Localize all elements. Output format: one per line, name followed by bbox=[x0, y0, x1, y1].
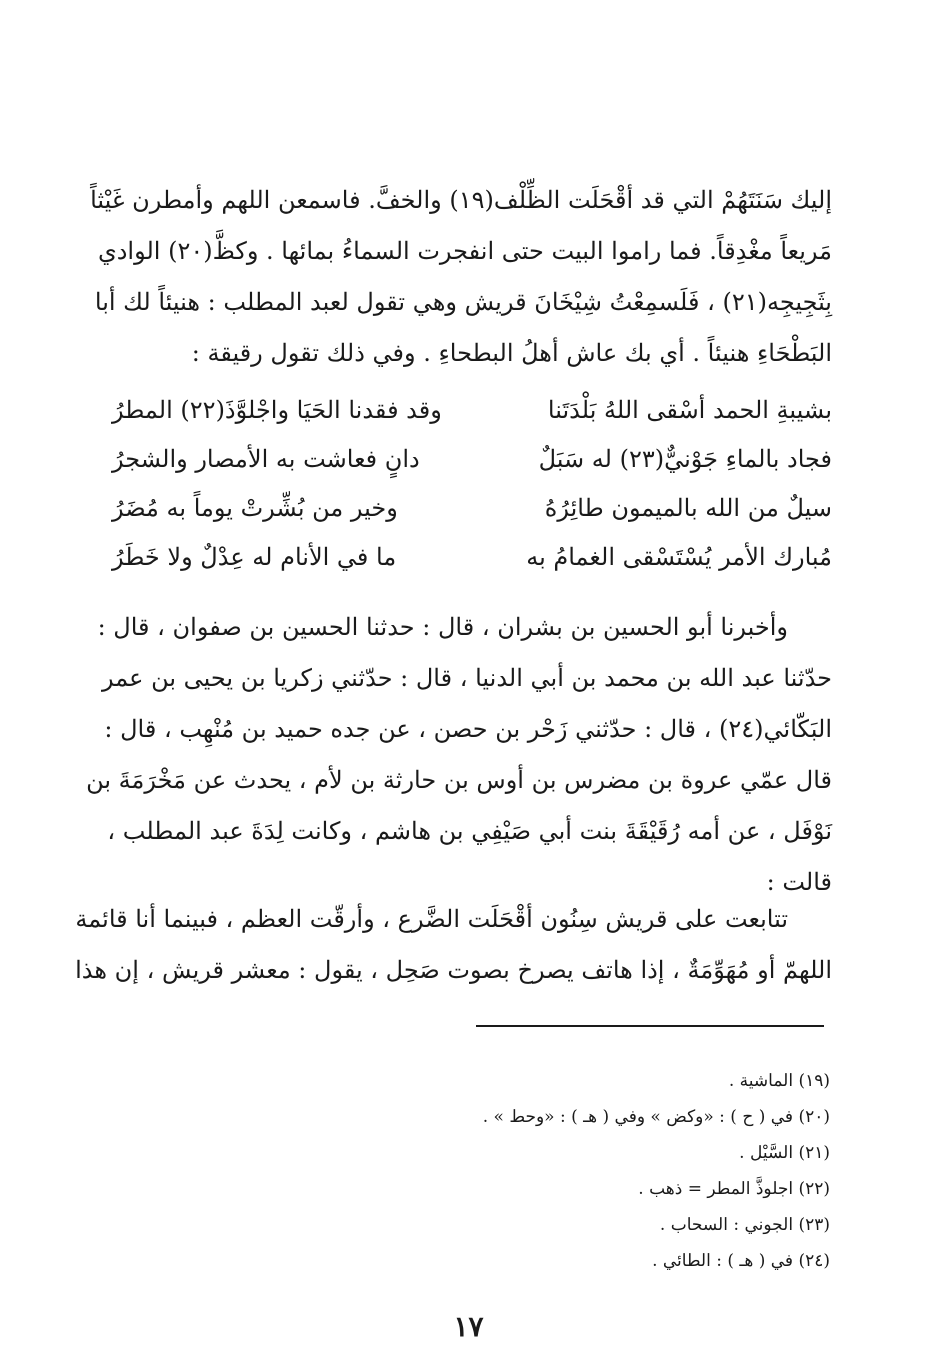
poem-verse bbox=[112, 386, 832, 435]
footnote: (١٩) الماشية . bbox=[728, 1071, 830, 1091]
poem-verse bbox=[112, 533, 832, 582]
footnote: (٢٤) في ( هـ ) : الطائي . bbox=[652, 1251, 830, 1271]
footnote-divider bbox=[476, 1025, 824, 1027]
verse-second-hemistich: دانٍ فعاشت به الأمصار والشجرُ bbox=[112, 445, 420, 473]
footnote: (٢١) السَّيْل . bbox=[739, 1143, 830, 1163]
paragraph-3-line: تتابعت على قريش سِنُون أقْحَلَت الضَّرع ، وأرقّت العظم ، فبينما أنا قائمة bbox=[75, 905, 788, 933]
footnote: (٢٠) في ( ح ) : «وكض » وفي ( هـ ) : «وحط » . bbox=[482, 1107, 830, 1127]
paragraph-2-line: قالت : bbox=[766, 868, 832, 896]
verse-first-hemistich: مُبارك الأمر يُسْتَسْقى الغمامُ به bbox=[526, 543, 832, 571]
paragraph-1 bbox=[90, 175, 832, 379]
page-number: ١٧ bbox=[453, 1310, 484, 1343]
verse-second-hemistich: ما في الأنام له عِدْلٌ ولا خَطَرُ bbox=[112, 543, 397, 571]
paragraph-2-line: قال عمّي عروة بن مضرس بن أوس بن حارثة بن لأم ، يحدث عن مَخْرَمَةَ بن bbox=[86, 766, 832, 794]
footnote: (٢٣) الجوني : السحاب . bbox=[659, 1215, 830, 1235]
verse-first-hemistich: بشيبةِ الحمد أسْقى اللهُ بَلْدَتَنا bbox=[547, 396, 832, 424]
verse-second-hemistich: وقد فقدنا الحَيَا واجْلوَّذَ(٢٢) المطرُ bbox=[112, 396, 442, 424]
paragraph-2-line: البَكّائي(٢٤) ، قال : حدّثني زَحْر بن حصن ، عن جده حميد بن مُنْهِب ، قال : bbox=[104, 715, 832, 743]
paragraph-2-line: وأخبرنا أبو الحسين بن بشران ، قال : حدثنا الحسين بن صفوان ، قال : bbox=[97, 613, 788, 641]
paragraph-1-line: مَريعاً مغْدِقاً. فما راموا البيت حتى انفجرت السماءُ بمائها . وكظَّ(٢٠) الوادي bbox=[97, 237, 832, 265]
paragraph-2-line: حدّثنا عبد الله بن محمد بن أبي الدنيا ، قال : حدّثني زكريا بن يحيى بن عمر bbox=[102, 664, 832, 692]
poem-verse bbox=[112, 435, 832, 484]
footnotes bbox=[483, 1063, 830, 1279]
paragraph-1-line: إليك سَنَتَهُمْ التي قد أقْحَلَت الظِّلْف(١٩) والخفَّ. فاسمعن اللهم وأمطرن غَيْثاً bbox=[90, 186, 832, 214]
verse-first-hemistich: سيلٌ من الله بالميمون طائِرُهُ bbox=[544, 494, 832, 522]
paragraph-1-line: بِثَجِيجِه(٢١) ، فَلَسمِعْتُ شِيْخَانَ قريش وهي تقول لعبد المطلب : هنيئاً لك أبا bbox=[94, 288, 832, 316]
paragraph-3 bbox=[75, 894, 832, 996]
footnote: (٢٢) اجلوذَّ المطر = ذهب . bbox=[638, 1179, 830, 1199]
verse-second-hemistich: وخير من بُشِّرتْ يوماً به مُضَرُ bbox=[112, 494, 398, 522]
paragraph-1-line: البَطْحَاءِ هنيئاً . أي بك عاش أهلُ البطحاءِ . وفي ذلك تقول رقيقة : bbox=[191, 339, 832, 367]
paragraph-3-line: اللهمّ أو مُهَوِّمَةٌ ، إذا هاتف يصرخ بصوت صَحِل ، يقول : معشر قريش ، إن هذا bbox=[75, 956, 832, 984]
poem bbox=[112, 386, 832, 582]
poem-verse bbox=[112, 484, 832, 533]
paragraph-2 bbox=[86, 602, 832, 908]
verse-first-hemistich: فجاد بالماءِ جَوْنيٌّ(٢٣) له سَبَلٌ bbox=[538, 445, 832, 473]
paragraph-2-line: نَوْفَل ، عن أمه رُقَيْقَةَ بنت أبي صَيْفِي بن هاشم ، وكانت لِدَةَ عبد المطلب ، bbox=[107, 817, 832, 845]
